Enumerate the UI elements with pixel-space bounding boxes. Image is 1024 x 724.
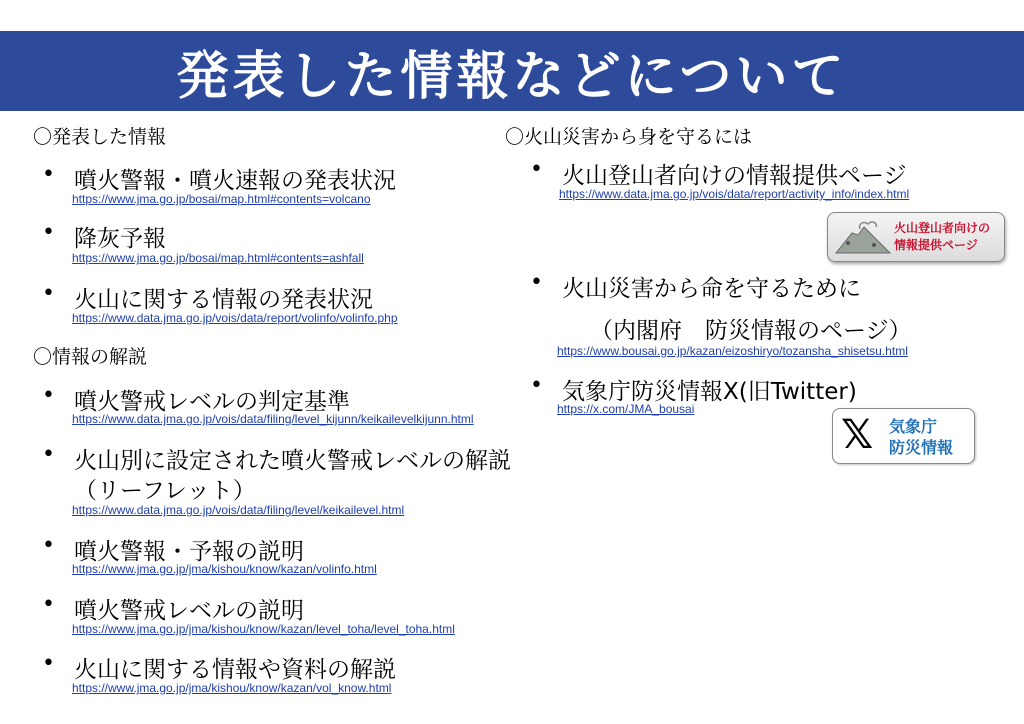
section-heading-explanations: 〇情報の解説 bbox=[33, 346, 148, 368]
link-climber-info[interactable]: https://www.data.jma.go.jp/vois/data/report/activity_info/index.html bbox=[559, 187, 910, 201]
link-cabinet-office-disaster[interactable]: https://www.bousai.go.jp/kazan/eizoshiryo/tozansha_shisetsu.html bbox=[557, 344, 908, 358]
bullet-icon: • bbox=[530, 270, 543, 295]
link-volcano-info-status[interactable]: https://www.data.jma.go.jp/vois/data/report/volinfo/volinfo.php bbox=[72, 311, 398, 325]
item-subtitle: （リーフレット） bbox=[74, 478, 256, 504]
link-volcano-materials[interactable]: https://www.jma.go.jp/jma/kishou/know/kazan/vol_know.html bbox=[72, 681, 392, 695]
bullet-icon: • bbox=[42, 533, 55, 558]
bullet-icon: • bbox=[42, 281, 55, 306]
climber-info-banner-button[interactable] bbox=[827, 212, 1005, 262]
volcano-illustration-icon bbox=[834, 219, 892, 255]
section-heading-published: 〇発表した情報 bbox=[33, 126, 167, 148]
item-title: 火山別に設定された噴火警戒レベルの解説 bbox=[74, 448, 511, 474]
link-level-leaflet[interactable]: https://www.data.jma.go.jp/vois/data/filing/level/keikailevel.html bbox=[72, 503, 405, 517]
bullet-icon: • bbox=[530, 157, 543, 182]
section-heading-protection: 〇火山災害から身を守るには bbox=[505, 126, 753, 148]
x-banner-label bbox=[889, 416, 953, 458]
bullet-icon: • bbox=[42, 651, 55, 676]
bullet-icon: • bbox=[42, 592, 55, 617]
header-banner bbox=[0, 31, 1024, 111]
item-title: 噴火警戒レベルの判定基準 bbox=[74, 389, 350, 415]
climber-banner-label bbox=[894, 220, 990, 254]
item-title: 火山災害から命を守るために bbox=[562, 276, 861, 302]
link-volcano-warnings[interactable]: https://www.jma.go.jp/bosai/map.html#contents=volcano bbox=[72, 192, 371, 206]
link-level-explanation[interactable]: https://www.jma.go.jp/jma/kishou/know/kazan/level_toha/level_toha.html bbox=[72, 622, 455, 636]
climber-banner-line1: 火山登山者向けの bbox=[894, 221, 991, 235]
link-level-criteria[interactable]: https://www.data.jma.go.jp/vois/data/filing/level_kijunn/keikailevelkijunn.html bbox=[72, 412, 474, 426]
item-title: 噴火警戒レベルの説明 bbox=[74, 598, 304, 624]
item-title: 噴火警報・噴火速報の発表状況 bbox=[74, 168, 396, 194]
bullet-icon: • bbox=[42, 162, 55, 187]
item-title: 火山登山者向けの情報提供ページ bbox=[562, 163, 907, 189]
item-title: 火山に関する情報の発表状況 bbox=[74, 287, 373, 313]
link-jma-x-account[interactable]: https://x.com/JMA_bousai bbox=[557, 402, 695, 416]
x-banner-line1: 気象庁 bbox=[889, 417, 938, 436]
bullet-icon: • bbox=[42, 442, 55, 467]
link-ashfall-forecast[interactable]: https://www.jma.go.jp/bosai/map.html#contents=ashfall bbox=[72, 251, 364, 265]
climber-banner-line2: 情報提供ページ bbox=[894, 238, 978, 252]
x-logo-icon: 𝕏 bbox=[841, 412, 874, 458]
bullet-icon: • bbox=[530, 373, 543, 398]
item-title: 気象庁防災情報X(旧Twitter) bbox=[562, 379, 857, 405]
item-title: 噴火警報・予報の説明 bbox=[74, 539, 304, 565]
item-title: 降灰予報 bbox=[74, 226, 166, 252]
item-subtitle: （内閣府 防災情報のページ） bbox=[590, 318, 912, 344]
x-banner-line2: 防災情報 bbox=[889, 438, 954, 457]
page-title: 発表した情報などについて bbox=[176, 46, 848, 107]
bullet-icon: • bbox=[42, 220, 55, 245]
jma-x-banner-button[interactable] bbox=[832, 408, 975, 464]
item-title: 火山に関する情報や資料の解説 bbox=[74, 657, 396, 683]
bullet-icon: • bbox=[42, 383, 55, 408]
link-warning-forecast-explanation[interactable]: https://www.jma.go.jp/jma/kishou/know/kazan/volinfo.html bbox=[72, 562, 377, 576]
